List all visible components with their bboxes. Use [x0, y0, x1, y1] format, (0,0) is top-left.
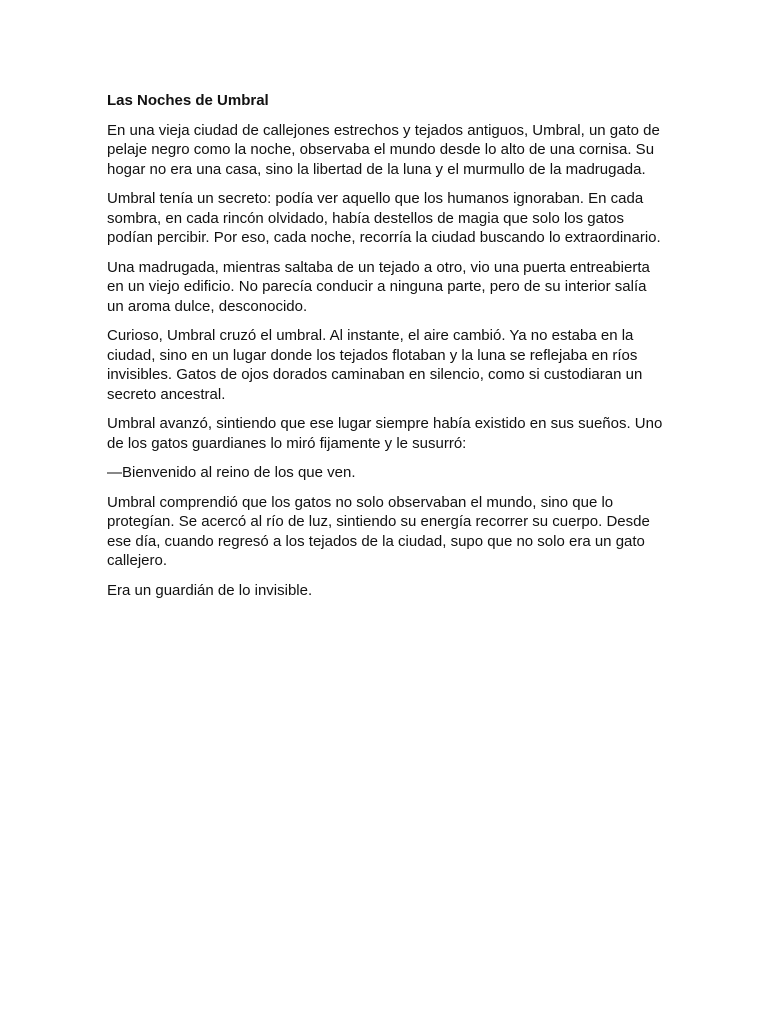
paragraph-1: En una vieja ciudad de callejones estrechos y tejados antiguos, Umbral, un gato de pelaje negro como la noche, observaba el mundo desde lo alto de una cornisa. Su hogar no era una casa, sino la libertad de la luna y el murmullo de la madrugada.	[107, 121, 660, 178]
paragraph-8: Era un guardián de lo invisible.	[107, 581, 313, 599]
paragraph-7: Umbral comprendió que los gatos no solo observaban el mundo, sino que lo protegían. Se acercó al río de luz, sintiendo su energía recorrer su cuerpo. Desde ese día, cuando regresó a los tejados de la ciudad, supo que no solo era un gato callejero.	[107, 493, 650, 569]
paragraph-5: Umbral avanzó, sintiendo que ese lugar siempre había existido en sus sueños. Uno de los gatos guardianes lo miró fijamente y le susurró:	[107, 415, 663, 452]
paragraph-2: Umbral tenía un secreto: podía ver aquello que los humanos ignoraban. En cada sombra, en cada rincón olvidado, había destellos de magia que solo los gatos podían percibir. Por eso, cada noche, recorría la ciudad buscando lo extraordinario.	[107, 190, 661, 246]
paragraph-4: Curioso, Umbral cruzó el umbral. Al instante, el aire cambió. Ya no estaba en la ciudad, sino en un lugar donde los tejados flotaban y la luna se reflejaba en ríos invisibles. Gatos de ojos dorados caminaban en silencio, como si custodiaran un secreto ancestral.	[107, 327, 643, 403]
document-page	[107, 91, 663, 610]
paragraph-3: Una madrugada, mientras saltaba de un tejado a otro, vio una puerta entreabierta en un viejo edificio. No parecía conducir a ninguna parte, pero de su interior salía un aroma dulce, desconocido.	[107, 258, 650, 315]
document-title: Las Noches de Umbral	[107, 92, 269, 109]
paragraph-6: —Bienvenido al reino de los que ven.	[107, 464, 356, 481]
